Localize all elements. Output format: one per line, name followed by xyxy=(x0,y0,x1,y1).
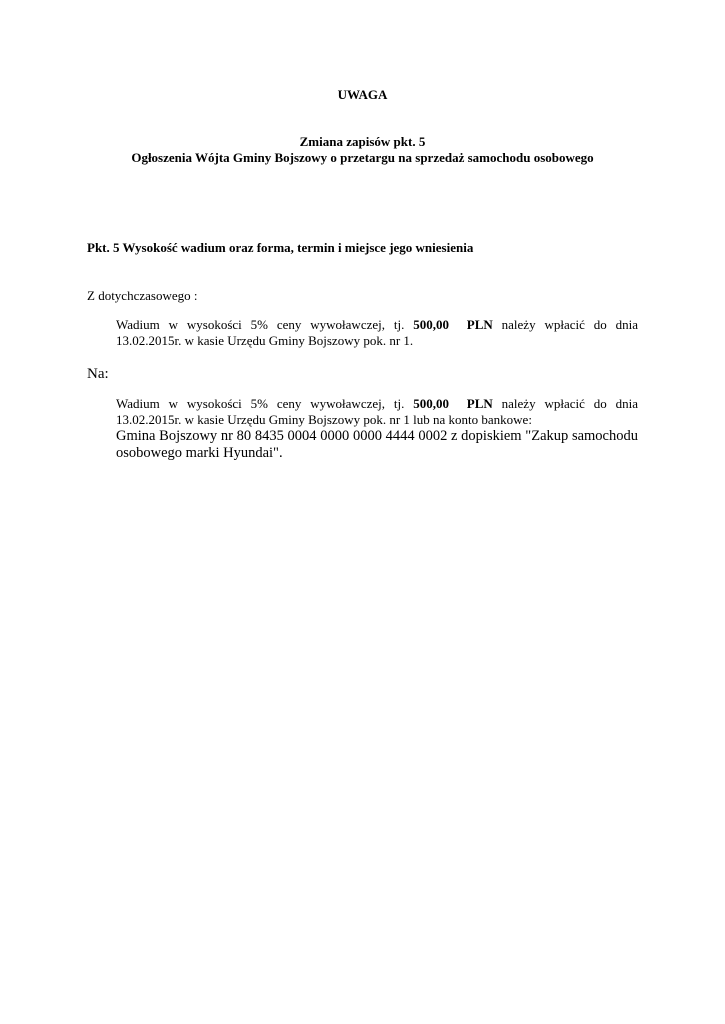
new-version-line1-prefix: Wadium w wysokości 5% ceny wywoławczej, tj. xyxy=(116,396,405,411)
new-version-line1-suffix: należy wpłacić do dnia xyxy=(501,396,639,411)
old-version-label: Z dotychczasowego : xyxy=(87,288,198,303)
new-version-currency: PLN xyxy=(466,396,493,411)
old-version-line2: 13.02.2015r. w kasie Urzędu Gminy Bojszowy pok. nr 1. xyxy=(116,333,414,348)
new-version-label: Na: xyxy=(87,366,109,382)
old-version-line1-suffix: należy wpłacić do dnia xyxy=(501,317,639,332)
document-title: UWAGA xyxy=(337,87,388,102)
document-subtitle-line2: Ogłoszenia Wójta Gminy Bojszowy o przetargu na sprzedaż samochodu osobowego xyxy=(131,150,594,165)
new-version-line1 xyxy=(116,396,638,412)
old-version-line1-prefix: Wadium w wysokości 5% ceny wywoławczej, tj. xyxy=(116,317,405,332)
document-subtitle-line1: Zmiana zapisów pkt. 5 xyxy=(299,134,426,149)
old-version-paragraph xyxy=(116,317,638,349)
new-version-amount: 500,00 xyxy=(413,396,449,411)
old-version-currency: PLN xyxy=(466,317,493,332)
section-title: Pkt. 5 Wysokość wadium oraz forma, termin i miejsce jego wniesienia xyxy=(87,240,474,255)
new-version-paragraph xyxy=(116,396,638,462)
new-version-line4: osobowego marki Hyundai". xyxy=(116,445,283,461)
old-version-line1 xyxy=(116,317,638,333)
old-version-amount: 500,00 xyxy=(413,317,449,332)
new-version-line3: Gmina Bojszowy nr 80 8435 0004 0000 0000 4444 0002 z dopiskiem "Zakup samochodu xyxy=(116,428,638,444)
new-version-line2: 13.02.2015r. w kasie Urzędu Gminy Bojszowy pok. nr 1 lub na konto bankowe: xyxy=(116,412,532,427)
